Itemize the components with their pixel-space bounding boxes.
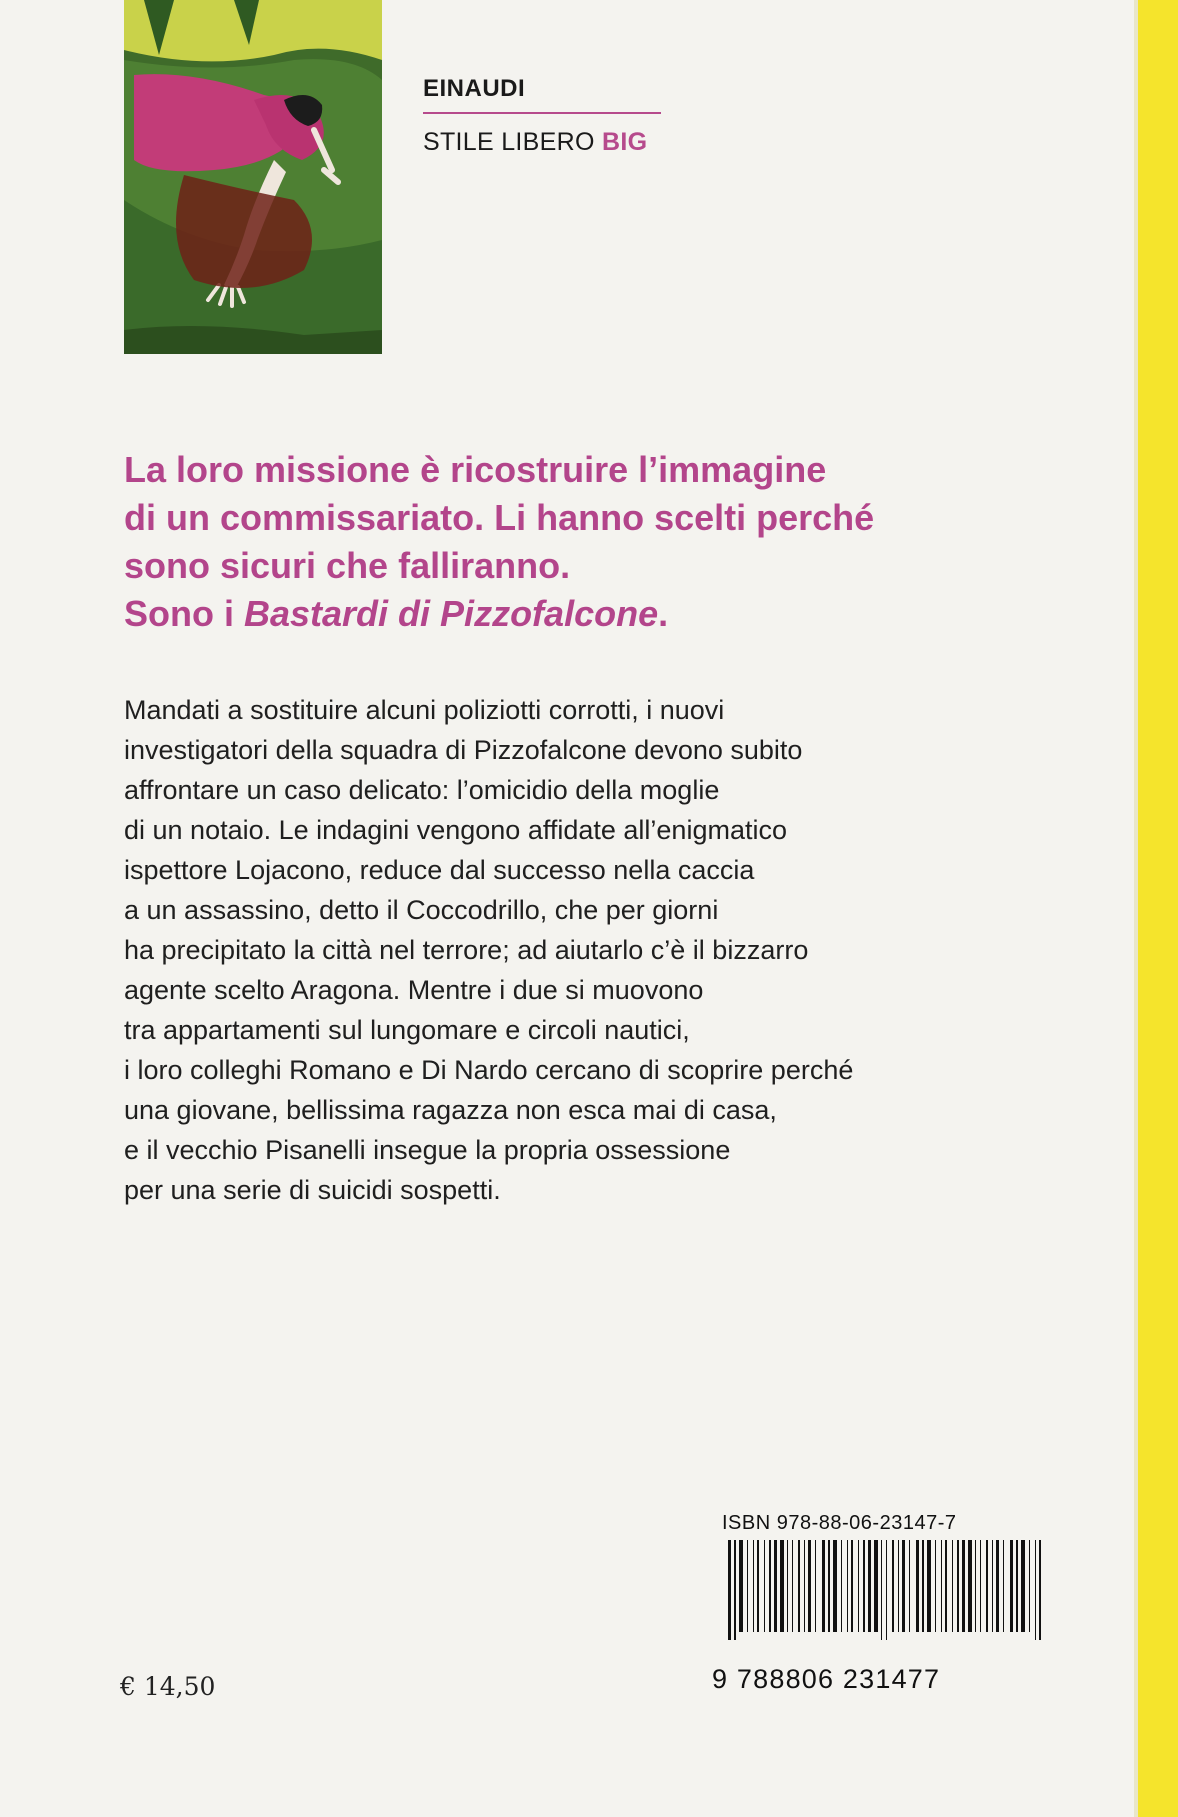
barcode-bar [868,1540,871,1632]
barcode-bar [902,1540,905,1632]
synopsis-line: affrontare un caso delicato: l’omicidio della moglie [124,775,720,805]
barcode-bar [1029,1540,1030,1632]
book-title: Bastardi di Pizzofalcone [244,593,659,634]
barcode-bar [739,1540,743,1632]
synopsis-line: di un notaio. Le indagini vengono affidate all’enigmatico [124,815,787,845]
barcode-bar [753,1540,754,1632]
tagline-line [124,590,1024,638]
barcode-bar [945,1540,947,1632]
barcode-bar [975,1540,976,1632]
barcode-bar [780,1540,784,1632]
barcode-bar [841,1540,842,1632]
barcode-bar [863,1540,865,1632]
synopsis-line: ispettore Lojacono, reduce dal successo nella caccia [124,855,755,885]
barcode-bar [941,1540,942,1632]
synopsis-line: Mandati a sostituire alcuni poliziotti corrotti, i nuovi [124,695,725,725]
publisher-divider [423,112,661,114]
barcode-bar [822,1540,825,1632]
barcode-bar [828,1540,830,1632]
barcode-bar [804,1540,805,1632]
tagline-prefix: Sono i [124,593,244,634]
synopsis-line: agente scelto Aragona. Mentre i due si muovono [124,975,704,1005]
barcode-bar [957,1540,959,1632]
barcode-bar [881,1540,882,1640]
barcode-bar [1003,1540,1004,1632]
synopsis-line: tra appartamenti sul lungomare e circoli nautici, [124,1015,690,1045]
series-name [423,128,647,157]
barcode-bar [769,1540,771,1632]
barcode-bar [787,1540,788,1632]
barcode-bar [1010,1540,1013,1632]
barcode-bar [898,1540,899,1632]
barcode-bar [858,1540,859,1632]
barcode-bar [798,1540,800,1632]
barcode-bar [996,1540,999,1632]
barcode-bar [962,1540,965,1632]
barcode-bar [1016,1540,1018,1632]
synopsis-line: investigatori della squadra di Pizzofalcone devono subito [124,735,803,765]
synopsis-line: i loro colleghi Romano e Di Nardo cercano di scoprire perché [124,1055,854,1085]
series-label: STILE LIBERO [423,128,595,156]
barcode-bar [892,1540,894,1632]
book-spine [1138,0,1178,1817]
synopsis-line: ha precipitato la città nel terrore; ad aiutarlo c’è il bizzarro [124,935,809,965]
barcode-bar [833,1540,837,1632]
synopsis-line: a un assassino, detto il Coccodrillo, che per giorni [124,895,719,925]
barcode-bar [1039,1540,1041,1640]
barcode-digits: 9 788806 231477 [712,1664,941,1694]
barcode-bar [922,1540,924,1632]
publisher-name: EINAUDI [423,75,526,102]
barcode-bar [815,1540,816,1632]
cover-illustration [124,0,382,354]
barcode-bar [874,1540,878,1632]
synopsis [124,690,1054,1210]
barcode-bar [851,1540,853,1632]
barcode-bar [1021,1540,1025,1632]
barcode-bar [774,1540,777,1632]
barcode-bar [986,1540,988,1632]
barcode-bar [808,1540,811,1632]
barcode-bar [916,1540,919,1632]
barcode-bar [757,1540,759,1632]
price: € 14,50 [120,1672,216,1701]
barcode-bar [968,1540,972,1632]
series-highlight: BIG [601,128,648,156]
tagline-line: di un commissariato. Li hanno scelti perché [124,497,875,538]
barcode-bar [909,1540,910,1632]
tagline-line: La loro missione è ricostruire l’immagine [124,449,827,490]
barcode-bar [847,1540,848,1632]
barcode-bar [728,1540,731,1640]
synopsis-line: per una serie di suicidi sospetti. [124,1175,501,1205]
synopsis-line: e il vecchio Pisanelli insegue la propria ossessione [124,1135,731,1165]
tagline-suffix: . [658,593,669,634]
isbn-label: ISBN 978-88-06-23147-7 [722,1512,957,1534]
barcode-bar [792,1540,793,1632]
barcode-bar [935,1540,936,1632]
barcode-bar [734,1540,736,1640]
barcode-bar [980,1540,981,1632]
barcode-bar [992,1540,993,1632]
barcode-bar [764,1540,765,1632]
tagline [124,446,1024,638]
barcode-bar [1035,1540,1036,1640]
barcode-bar [927,1540,931,1632]
tagline-line: sono sicuri che falliranno. [124,545,571,586]
barcode-bar [747,1540,748,1632]
barcode-bar [952,1540,953,1632]
barcode-bar [886,1540,887,1640]
synopsis-line: una giovane, bellissima ragazza non esca mai di casa, [124,1095,777,1125]
barcode [728,1540,1045,1640]
